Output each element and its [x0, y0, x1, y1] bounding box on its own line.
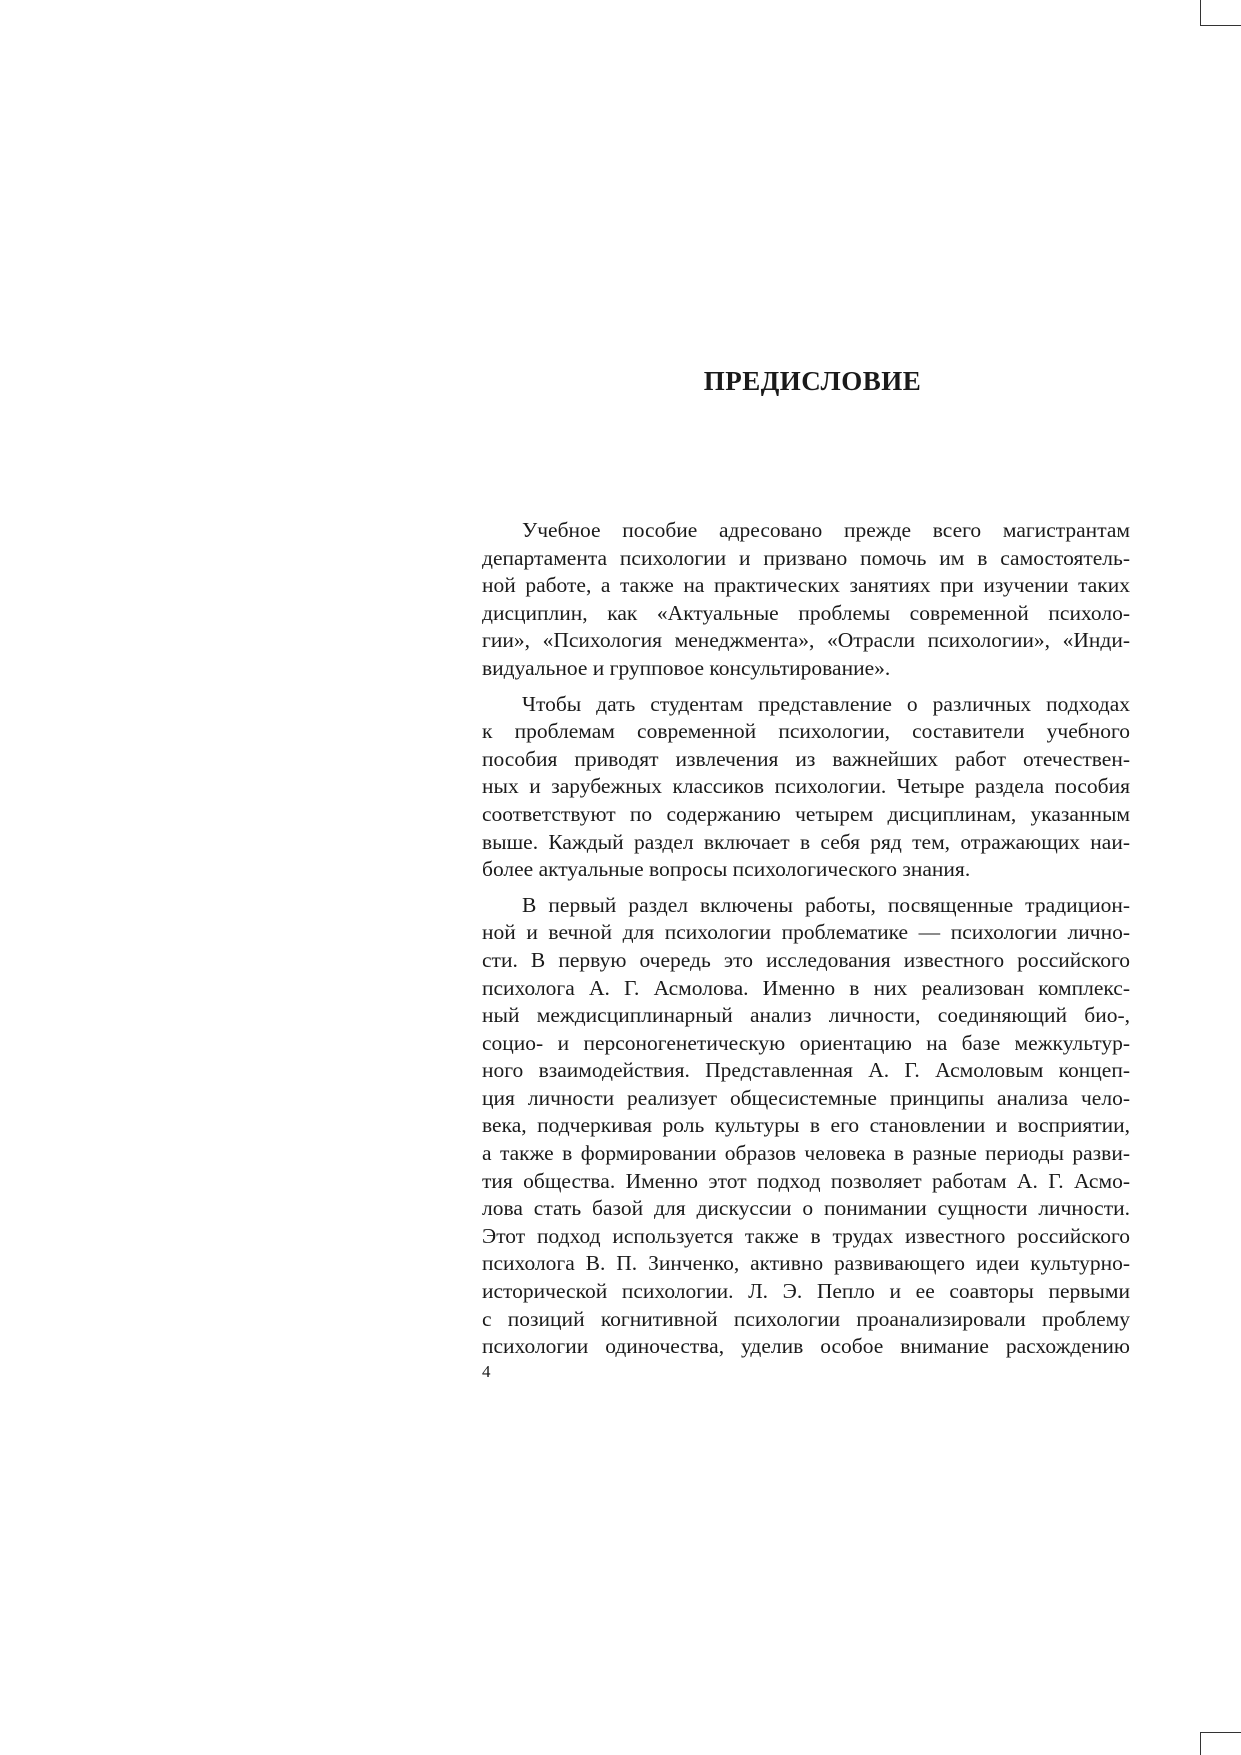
text-line: психолога В. П. Зинченко, активно развивающего идеи культурно- — [482, 1251, 1130, 1276]
text-line: департамента психологии и призвано помочь им в самостоятель- — [482, 545, 1130, 570]
page-title: ПРЕДИСЛОВИЕ — [703, 366, 922, 396]
text-line: Учебное пособие адресовано прежде всего магистрантам — [522, 518, 1130, 542]
page-number: 4 — [482, 1362, 491, 1381]
text-line: ной и вечной для психологии проблематике — психологии лично- — [482, 920, 1130, 945]
paragraph-2 — [482, 691, 1130, 884]
text-line: психологии одиночества, уделив особое внимание расхождению — [482, 1334, 1130, 1359]
text-line: Чтобы дать студентам представление о различных подходах — [522, 691, 1130, 716]
paragraph-1 — [482, 517, 1130, 683]
text-line: ной работе, а также на практических занятиях при изучении таких — [482, 573, 1130, 598]
text-line: с позиций когнитивной психологии проанализировали проблему — [482, 1306, 1130, 1331]
crop-mark-bottom-right-vertical — [1200, 1732, 1201, 1755]
crop-mark-bottom-right-horizontal — [1200, 1732, 1241, 1733]
text-line: ция личности реализует общесистемные принципы анализа чело- — [482, 1085, 1130, 1110]
text-line: ный междисциплинарный анализ личности, соединяющий био-, — [482, 1003, 1130, 1028]
text-line: пособия приводят извлечения из важнейших работ отечествен- — [482, 746, 1130, 771]
text-line: В первый раздел включены работы, посвященные традицион- — [522, 892, 1130, 917]
text-line: к проблемам современной психологии, составители учебного — [482, 719, 1130, 744]
text-line: лова стать базой для дискуссии о понимании сущности личности. — [482, 1196, 1130, 1221]
text-line: соответствуют по содержанию четырем дисциплинам, указанным — [482, 801, 1130, 826]
crop-mark-top-right-vertical — [1200, 0, 1201, 26]
text-line: ных и зарубежных классиков психологии. Четыре раздела пособия — [482, 774, 1130, 799]
text-line: исторической психологии. Л. Э. Пепло и ее соавторы первыми — [482, 1279, 1130, 1304]
text-line: дисциплин, как «Актуальные проблемы современной психоло- — [482, 600, 1130, 625]
text-line: выше. Каждый раздел включает в себя ряд тем, отражающих наи- — [482, 829, 1130, 854]
text-line: Этот подход используется также в трудах известного российского — [482, 1223, 1130, 1248]
text-line: более актуальные вопросы психологического знания. — [482, 857, 971, 882]
text-line: сти. В первую очередь это исследования известного российского — [482, 947, 1130, 972]
body-text — [482, 517, 1130, 1361]
text-line: тия общества. Именно этот подход позволяет работам А. Г. Асмо- — [482, 1168, 1130, 1193]
paragraph-3 — [482, 892, 1130, 1361]
text-line: гии», «Психология менеджмента», «Отрасли психологии», «Инди- — [482, 628, 1130, 653]
text-line: ного взаимодействия. Представленная А. Г. Асмоловым концеп- — [482, 1058, 1130, 1083]
text-line: а также в формировании образов человека в разные периоды разви- — [482, 1141, 1130, 1166]
crop-mark-top-right-horizontal — [1200, 25, 1241, 26]
text-line: века, подчеркивая роль культуры в его становлении и восприятии, — [482, 1113, 1130, 1138]
text-line: психолога А. Г. Асмолова. Именно в них реализован комплекс- — [482, 975, 1130, 1000]
text-line: видуальное и групповое консультирование». — [482, 655, 891, 680]
text-line: социо- и персоногенетическую ориентацию на базе межкультур- — [482, 1030, 1130, 1055]
